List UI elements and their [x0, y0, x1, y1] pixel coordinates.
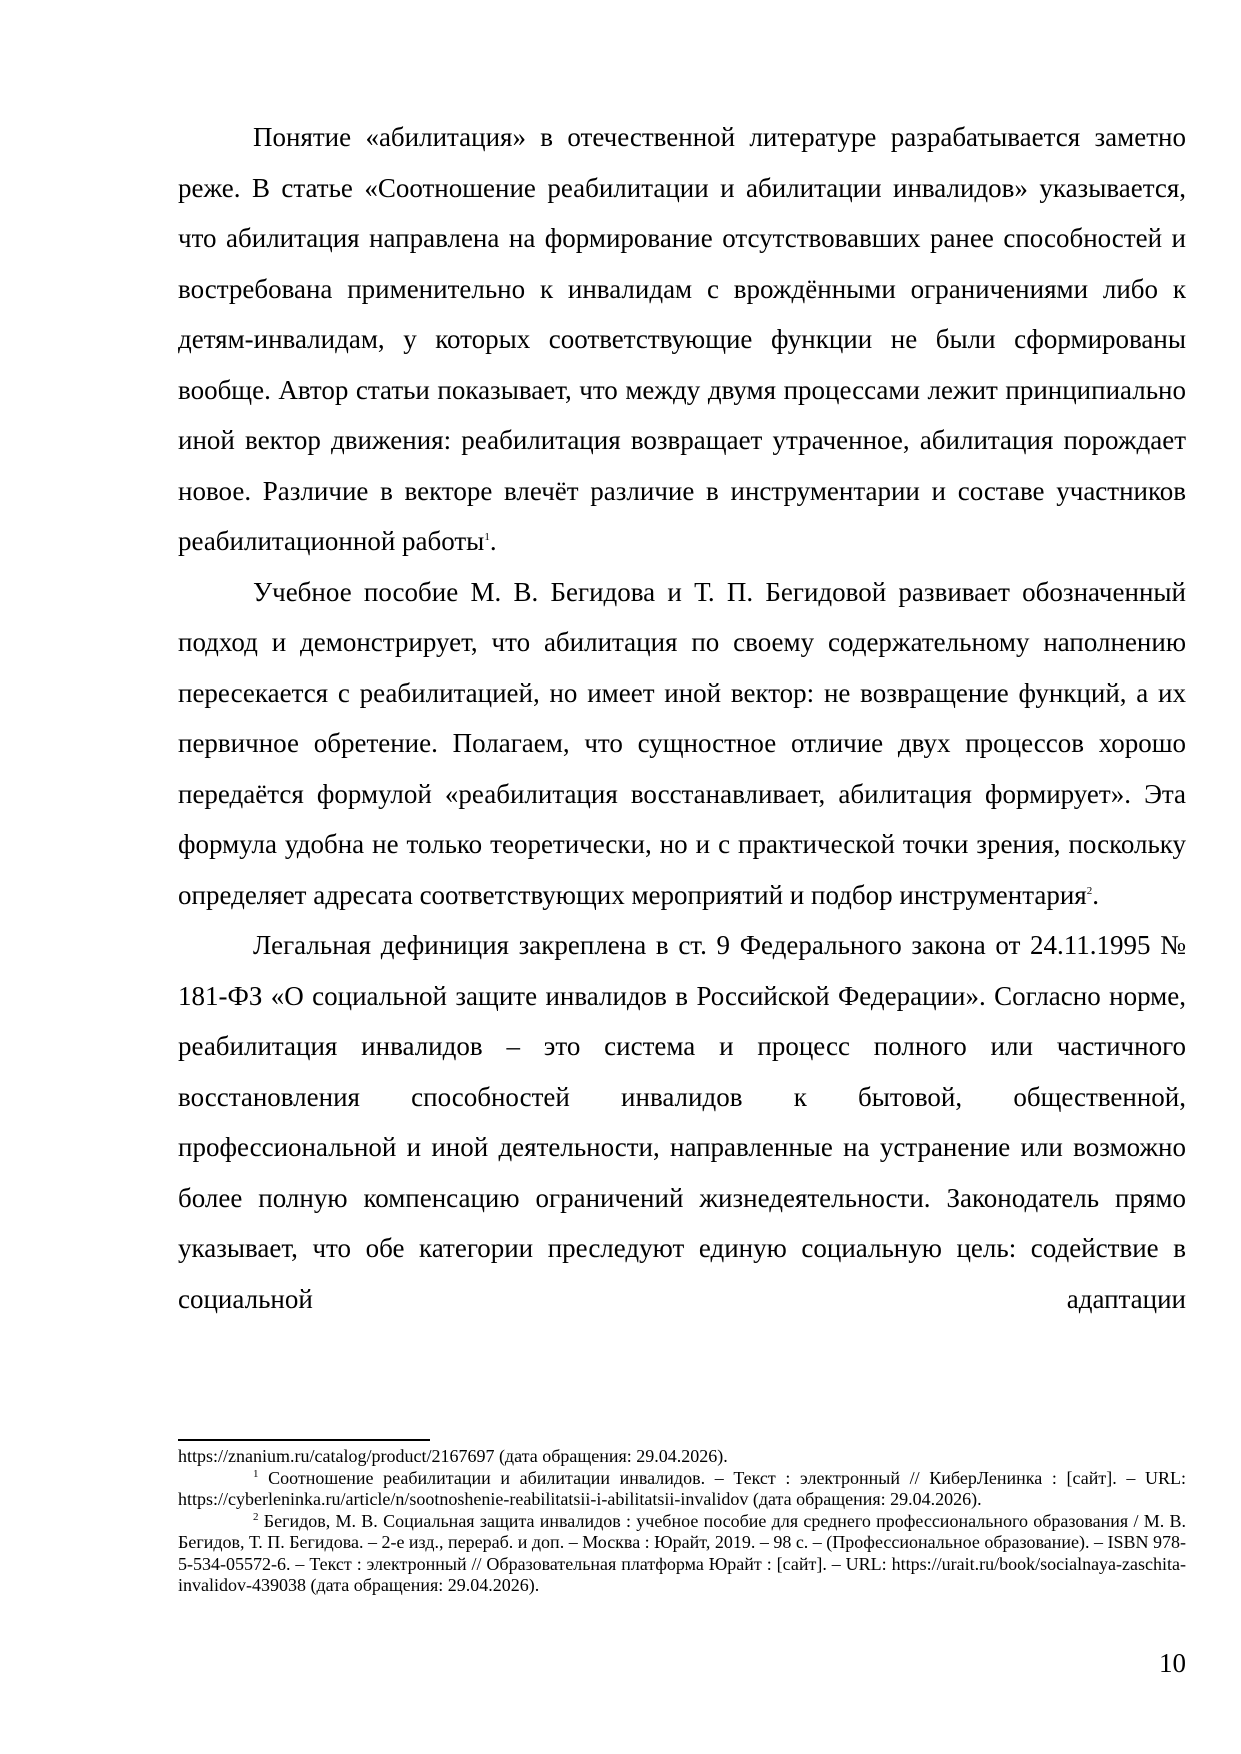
- footnote-reference[interactable]: 2: [1086, 884, 1093, 897]
- page-number: 10: [1159, 1648, 1186, 1678]
- footnote-number: 1: [253, 1467, 259, 1480]
- footnote-2: [178, 1511, 1186, 1597]
- footnote-separator: [178, 1439, 430, 1441]
- footnote-continuation: https://znanium.ru/catalog/product/2167697 (дата обращения: 29.04.2026).: [178, 1446, 728, 1466]
- paragraph-legal-definition: [178, 920, 1186, 1324]
- paragraph-text: Учебное пособие М. В. Бегидова и Т. П. Бегидовой развивает обозначенный подход и демонстрирует, что абилитация по своему содержательному наполнению пересекается с реабилитацией, но имеет иной вектор: не возвращение функций, а их первичное обретение. Полагаем, что сущностное отличие двух процессов хорошо передаётся формулой «реабилитация восстанавливает, абилитация формирует». Эта формула удобна не только теоретически, но и с практической точки зрения, поскольку определяет адресата соответствующих мероприятий и подбор инструментария: [178, 576, 1186, 910]
- footnote-text: Соотношение реабилитации и абилитации инвалидов. – Текст : электронный // КиберЛенинка : [сайт]. – URL: https://cyberleninka.ru/article/n/sootnoshenie-reabilitatsii-i-abilitatsii-invalidov (дата обращения: 29.04.2026).: [178, 1467, 1186, 1509]
- paragraph-text: Легальная дефиниция закреплена в ст. 9 Федерального закона от 24.11.1995 № 181-ФЗ «О социальной защите инвалидов в Российской Федерации». Согласно норме, реабилитация инвалидов – это система и процесс полного или частичного восстановления способностей инвалидов к бытовой, общественной, профессиональной и иной деятельности, направленные на устранение или возможно более полную компенсацию ограничений жизнедеятельности. Законодатель прямо указывает, что обе категории преследуют единую социальную цель: содействие в социальной адаптации: [178, 930, 1186, 1314]
- paragraph-text: Понятие «абилитация» в отечественной литературе разрабатывается заметно реже. В статье «Соотношение реабилитации и абилитации инвалидов» указывается, что абилитация направлена на формирование отсутствовавших ранее способностей и востребована применительно к инвалидам с врождёнными ограничениями либо к детям-инвалидам, у которых соответствующие функции не были сформированы вообще. Автор статьи показывает, что между двумя процессами лежит принципиально иной вектор движения: реабилитация возвращает утраченное, абилитация порождает новое. Различие в векторе влечёт различие в инструментарии и составе участников реабилитационной работы: [178, 122, 1186, 556]
- footnote-reference[interactable]: 1: [484, 531, 490, 543]
- footnote-1: [178, 1468, 1186, 1511]
- footnote-text: Бегидов, М. В. Социальная защита инвалидов : учебное пособие для среднего профессионального образования / М. В. Бегидов, Т. П. Бегидова. – 2-е изд., перераб. и доп. – Москва : Юрайт, 2019. – 98 с. – (Профессиональное образование). – ISBN 978-5-534-05572-6. – Текст : электронный // Образовательная платформа Юрайт : [сайт]. – URL: https://urait.ru/book/socialnaya-zaschita-invalidov-439038 (дата обращения: 29.04.2026).: [178, 1510, 1186, 1595]
- paragraph-textbook: [178, 567, 1186, 921]
- paragraph-end: .: [489, 526, 497, 556]
- paragraph-abilitation-concept: [178, 112, 1186, 567]
- footnotes: [178, 1446, 1186, 1597]
- paragraph-end: .: [1092, 879, 1099, 910]
- footnote-number: 2: [253, 1510, 259, 1523]
- body-text: [178, 112, 1186, 1324]
